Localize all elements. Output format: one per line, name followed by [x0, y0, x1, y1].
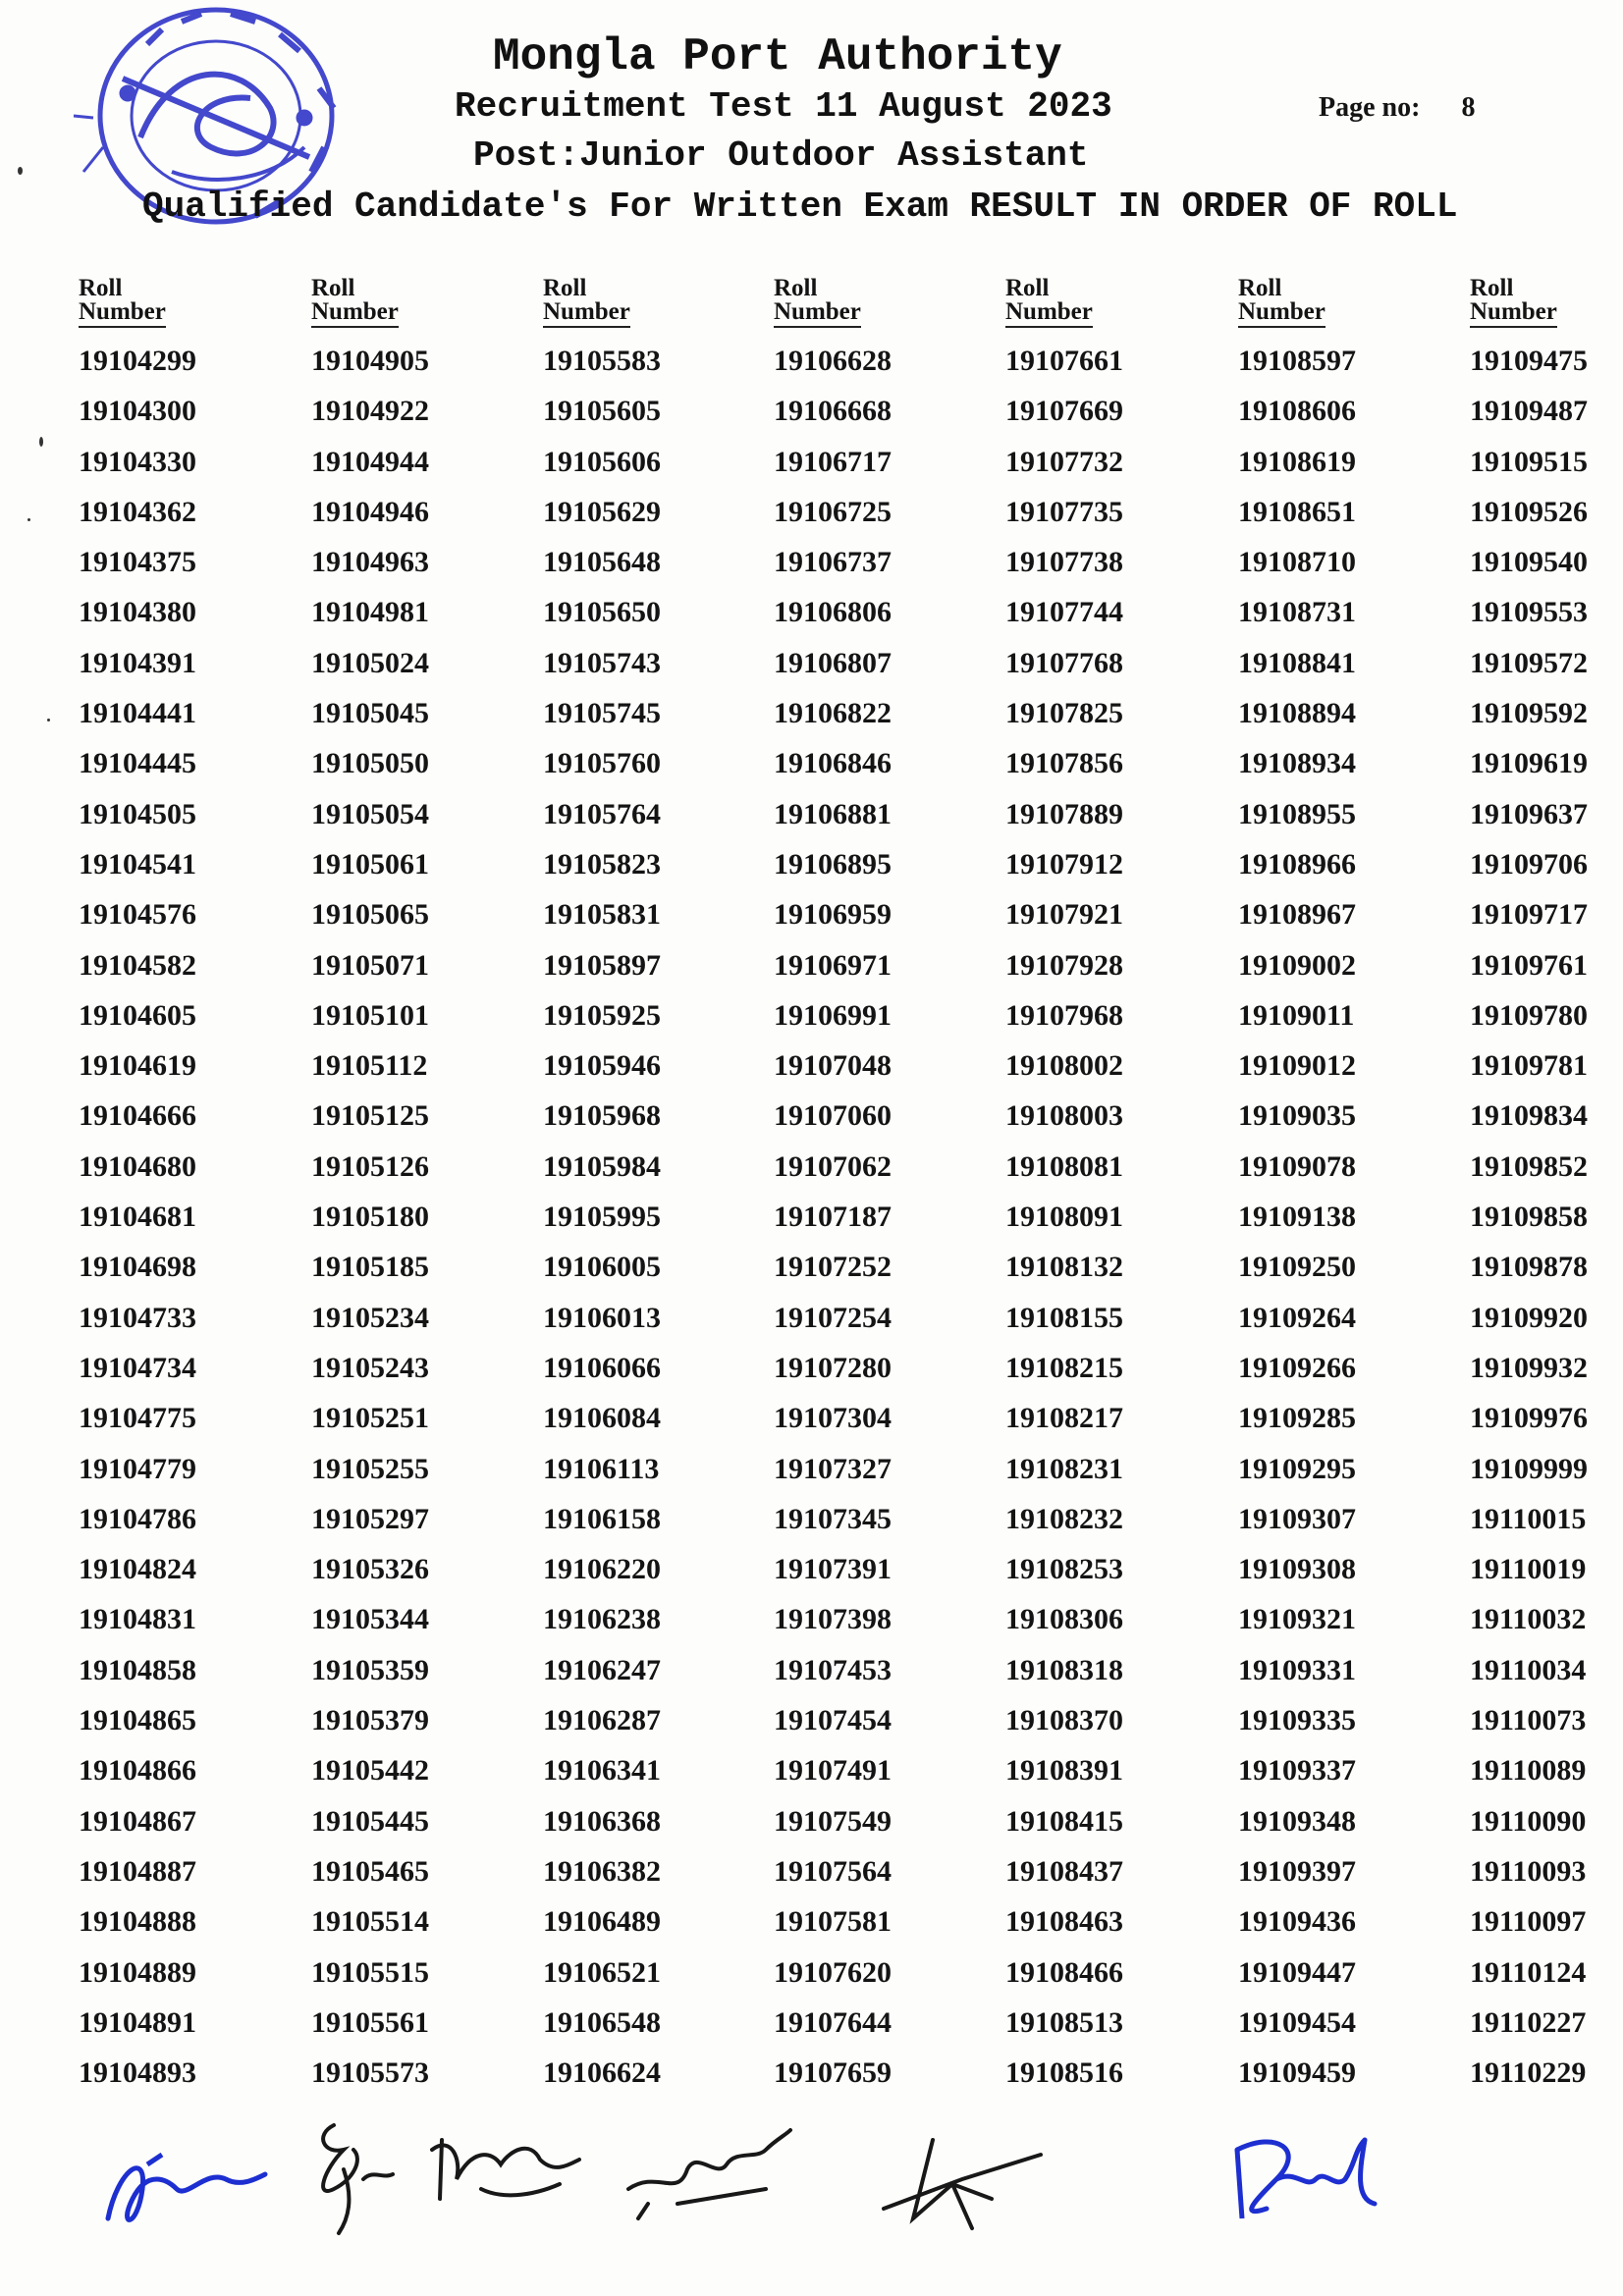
roll-number-cell: 19108966	[1238, 847, 1356, 881]
roll-number-cell: 19104299	[79, 345, 196, 377]
roll-number-cell: 19108232	[1005, 1502, 1123, 1535]
roll-number-cell: 19107856	[1005, 747, 1123, 780]
roll-number-cell: 19108651	[1238, 495, 1356, 528]
roll-number-cell: 19105561	[311, 2005, 429, 2039]
roll-list	[543, 336, 749, 2098]
roll-number-cell: 19105831	[543, 898, 661, 932]
roll-number-cell: 19110093	[1470, 1854, 1587, 1888]
roll-number-cell: 19105465	[311, 1854, 429, 1888]
roll-number-cell: 19105823	[543, 847, 661, 881]
roll-number-cell: 19105234	[311, 1301, 429, 1334]
roll-number-cell: 19108463	[1005, 1905, 1123, 1939]
roll-number-cell: 19105297	[311, 1502, 429, 1535]
roll-number-cell: 19108253	[1005, 1553, 1123, 1586]
roll-number-cell: 19104582	[79, 948, 196, 982]
roll-number-cell: 19105045	[311, 697, 429, 730]
roll-number-cell: 19105255	[311, 1452, 429, 1485]
roll-number-cell: 19106005	[543, 1251, 661, 1284]
roll-number-cell: 19104888	[79, 1905, 196, 1939]
roll-number-cell: 19107454	[774, 1704, 892, 1737]
roll-column	[543, 277, 749, 2098]
roll-number-cell: 19107048	[774, 1049, 892, 1083]
roll-number-cell: 19106084	[543, 1402, 661, 1435]
roll-number-cell: 19105126	[311, 1149, 429, 1183]
roll-number-cell: 19105514	[311, 1905, 429, 1939]
roll-number-cell: 19109553	[1470, 596, 1588, 629]
roll-number-cell: 19107280	[774, 1351, 892, 1384]
column-header-line1: Roll	[774, 275, 818, 301]
roll-number-cell: 19110124	[1470, 1955, 1587, 1989]
roll-number-cell: 19104831	[79, 1603, 196, 1636]
roll-number-cell: 19105573	[311, 2056, 429, 2090]
roll-number-cell: 19107581	[774, 1905, 892, 1939]
roll-number-cell: 19110034	[1470, 1653, 1587, 1686]
roll-number-cell: 19108437	[1005, 1854, 1123, 1888]
roll-number-cell: 19107620	[774, 1955, 892, 1989]
roll-number-cell: 19105185	[311, 1251, 429, 1284]
roll-number-cell: 19109781	[1470, 1049, 1588, 1083]
roll-number-cell: 19107661	[1005, 345, 1123, 377]
roll-number-cell: 19109035	[1238, 1099, 1356, 1133]
roll-list	[1470, 336, 1623, 2098]
roll-number-cell: 19109706	[1470, 847, 1588, 881]
roll-number-cell: 19107669	[1005, 395, 1123, 428]
roll-number-cell: 19107491	[774, 1754, 892, 1788]
column-header	[1238, 277, 1325, 328]
roll-number-cell: 19108606	[1238, 395, 1356, 428]
roll-number-cell: 19105071	[311, 948, 429, 982]
roll-number-cell: 19106822	[774, 697, 892, 730]
roll-number-cell: 19104300	[79, 395, 196, 428]
roll-number-cell: 19107659	[774, 2056, 892, 2090]
roll-number-cell: 19109852	[1470, 1149, 1588, 1183]
roll-number-cell: 19104865	[79, 1704, 196, 1737]
roll-number-cell: 19105925	[543, 998, 661, 1032]
roll-number-cell: 19107564	[774, 1854, 892, 1888]
roll-number-cell: 19108955	[1238, 797, 1356, 830]
roll-number-cell: 19107254	[774, 1301, 892, 1334]
column-header-line2: Number	[1005, 298, 1093, 325]
roll-number-cell: 19109780	[1470, 998, 1588, 1032]
roll-number-cell: 19106113	[543, 1452, 660, 1485]
roll-number-cell: 19105583	[543, 345, 661, 377]
roll-number-cell: 19104375	[79, 546, 196, 579]
roll-number-cell: 19104944	[311, 445, 429, 478]
roll-number-cell: 19107062	[774, 1149, 892, 1183]
roll-number-cell: 19105101	[311, 998, 429, 1032]
roll-number-cell: 19104893	[79, 2056, 196, 2090]
roll-number-cell: 19108091	[1005, 1201, 1123, 1234]
roll-number-cell: 19106806	[774, 596, 892, 629]
roll-number-cell: 19109250	[1238, 1251, 1356, 1284]
roll-number-cell: 19104981	[311, 596, 429, 629]
column-header-line2: Number	[543, 298, 630, 325]
roll-number-cell: 19106287	[543, 1704, 661, 1737]
scan-speck	[18, 167, 23, 175]
roll-number-cell: 19109834	[1470, 1099, 1588, 1133]
roll-number-cell: 19105379	[311, 1704, 429, 1737]
roll-column	[1238, 277, 1444, 2098]
roll-number-cell: 19106548	[543, 2005, 661, 2039]
roll-number-cell: 19109012	[1238, 1049, 1356, 1083]
roll-number-cell: 19104505	[79, 797, 196, 830]
roll-number-cell: 19104681	[79, 1201, 196, 1234]
roll-number-cell: 19109572	[1470, 646, 1588, 679]
roll-number-cell: 19107735	[1005, 495, 1123, 528]
column-header-line1: Roll	[1005, 275, 1050, 301]
roll-number-cell: 19106959	[774, 898, 892, 932]
roll-number-cell: 19110015	[1470, 1502, 1587, 1535]
roll-number-cell: 19109592	[1470, 697, 1588, 730]
column-header-line2: Number	[79, 298, 166, 325]
roll-number-cell: 19105650	[543, 596, 661, 629]
page-label: Page no:	[1319, 92, 1421, 123]
result-heading: Qualified Candidate's For Written Exam RESULT IN ORDER OF ROLL	[142, 187, 1458, 227]
roll-number-cell: 19109321	[1238, 1603, 1356, 1636]
roll-number-cell: 19104698	[79, 1251, 196, 1284]
roll-number-cell: 19109637	[1470, 797, 1588, 830]
roll-number-cell: 19109308	[1238, 1553, 1356, 1586]
roll-number-cell: 19106489	[543, 1905, 661, 1939]
roll-number-cell: 19107768	[1005, 646, 1123, 679]
roll-number-cell: 19107345	[774, 1502, 892, 1535]
roll-number-cell: 19106881	[774, 797, 892, 830]
roll-number-cell: 19107304	[774, 1402, 892, 1435]
signature-4	[619, 2110, 795, 2248]
roll-number-cell: 19106717	[774, 445, 892, 478]
scan-speck	[27, 518, 30, 521]
column-header-line2: Number	[311, 298, 399, 325]
signature-6	[1217, 2110, 1394, 2248]
roll-number-cell: 19107825	[1005, 697, 1123, 730]
column-header	[79, 277, 166, 328]
roll-number-cell: 19110032	[1470, 1603, 1587, 1636]
roll-column	[1470, 277, 1623, 2098]
roll-number-cell: 19106382	[543, 1854, 661, 1888]
roll-number-cell: 19106628	[774, 345, 892, 377]
roll-number-cell: 19109454	[1238, 2005, 1356, 2039]
roll-number-cell: 19104905	[311, 345, 429, 377]
roll-list	[1238, 336, 1444, 2098]
column-header-line1: Roll	[1238, 275, 1282, 301]
roll-number-cell: 19106158	[543, 1502, 661, 1535]
roll-number-cell: 19104733	[79, 1301, 196, 1334]
signature-3	[422, 2110, 589, 2248]
roll-number-cell: 19105968	[543, 1099, 661, 1133]
column-header-line2: Number	[1238, 298, 1325, 325]
roll-number-cell: 19107921	[1005, 898, 1123, 932]
roll-number-cell: 19105605	[543, 395, 661, 428]
signature-1	[88, 2110, 275, 2248]
roll-number-cell: 19108306	[1005, 1603, 1123, 1636]
roll-number-cell: 19106341	[543, 1754, 661, 1788]
roll-number-cell: 19104441	[79, 697, 196, 730]
roll-number-cell: 19109976	[1470, 1402, 1588, 1435]
roll-number-cell: 19104576	[79, 898, 196, 932]
roll-number-cell: 19104889	[79, 1955, 196, 1989]
roll-list	[79, 336, 285, 2098]
roll-number-cell: 19108155	[1005, 1301, 1123, 1334]
roll-number-cell: 19104867	[79, 1804, 196, 1838]
roll-number-cell: 19107398	[774, 1603, 892, 1636]
roll-number-cell: 19106066	[543, 1351, 661, 1384]
signature-2	[295, 2110, 412, 2248]
roll-number-cell: 19106013	[543, 1301, 661, 1334]
roll-number-cell: 19105745	[543, 697, 661, 730]
roll-number-cell: 19104619	[79, 1049, 196, 1083]
post-title: Post:Junior Outdoor Assistant	[473, 135, 1089, 176]
roll-number-cell: 19104445	[79, 747, 196, 780]
roll-number-cell: 19104666	[79, 1099, 196, 1133]
roll-number-cell: 19108391	[1005, 1754, 1123, 1788]
roll-list	[774, 336, 980, 2098]
roll-number-cell: 19109999	[1470, 1452, 1588, 1485]
roll-number-cell: 19109335	[1238, 1704, 1356, 1737]
roll-number-cell: 19109540	[1470, 546, 1588, 579]
roll-number-cell: 19109266	[1238, 1351, 1356, 1384]
roll-number-cell: 19108731	[1238, 596, 1356, 629]
roll-number-cell: 19106220	[543, 1553, 661, 1586]
roll-number-cell: 19108132	[1005, 1251, 1123, 1284]
roll-number-cell: 19108231	[1005, 1452, 1123, 1485]
roll-number-cell: 19107187	[774, 1201, 892, 1234]
roll-number-cell: 19104779	[79, 1452, 196, 1485]
roll-number-cell: 19107252	[774, 1251, 892, 1284]
roll-number-cell: 19110097	[1470, 1905, 1587, 1939]
roll-number-cell: 19106247	[543, 1653, 661, 1686]
roll-number-cell: 19106368	[543, 1804, 661, 1838]
column-header-line1: Roll	[311, 275, 355, 301]
roll-number-cell: 19104946	[311, 495, 429, 528]
roll-number-cell: 19105743	[543, 646, 661, 679]
roll-number-cell: 19108934	[1238, 747, 1356, 780]
roll-number-cell: 19105125	[311, 1099, 429, 1133]
recruitment-test-title: Recruitment Test 11 August 2023	[455, 86, 1112, 127]
roll-number-cell: 19109337	[1238, 1754, 1356, 1788]
roll-number-cell: 19106846	[774, 747, 892, 780]
roll-number-cell: 19109397	[1238, 1854, 1356, 1888]
roll-number-cell: 19108003	[1005, 1099, 1123, 1133]
roll-number-cell: 19107453	[774, 1653, 892, 1686]
roll-number-cell: 19107738	[1005, 546, 1123, 579]
roll-number-cell: 19104734	[79, 1351, 196, 1384]
column-header-line1: Roll	[1470, 275, 1514, 301]
roll-column	[1005, 277, 1212, 2098]
roll-number-cell: 19106971	[774, 948, 892, 982]
roll-number-cell: 19105061	[311, 847, 429, 881]
roll-number-cell: 19107732	[1005, 445, 1123, 478]
roll-number-cell: 19107327	[774, 1452, 892, 1485]
scan-speck	[47, 719, 50, 721]
roll-number-cell: 19107912	[1005, 847, 1123, 881]
roll-number-cell: 19104605	[79, 998, 196, 1032]
roll-number-cell: 19109002	[1238, 948, 1356, 982]
roll-number-cell: 19109285	[1238, 1402, 1356, 1435]
roll-number-cell: 19105606	[543, 445, 661, 478]
roll-number-cell: 19109264	[1238, 1301, 1356, 1334]
roll-number-cell: 19104391	[79, 646, 196, 679]
page-number-label	[1319, 92, 1475, 124]
roll-number-cell: 19105359	[311, 1653, 429, 1686]
roll-number-cell: 19107889	[1005, 797, 1123, 830]
roll-number-cell: 19109619	[1470, 747, 1588, 780]
roll-number-cell: 19104362	[79, 495, 196, 528]
roll-number-cell: 19107549	[774, 1804, 892, 1838]
roll-number-cell: 19109295	[1238, 1452, 1356, 1485]
roll-number-cell: 19109475	[1470, 345, 1588, 377]
roll-number-cell: 19107391	[774, 1553, 892, 1586]
roll-number-cell: 19109487	[1470, 395, 1588, 428]
roll-number-cell: 19108215	[1005, 1351, 1123, 1384]
roll-number-cell: 19108415	[1005, 1804, 1123, 1838]
roll-number-cell: 19110227	[1470, 2005, 1587, 2039]
roll-number-cell: 19106737	[774, 546, 892, 579]
roll-number-cell: 19104786	[79, 1502, 196, 1535]
roll-number-cell: 19106521	[543, 1955, 661, 1989]
roll-number-cell: 19105065	[311, 898, 429, 932]
roll-number-cell: 19108597	[1238, 345, 1356, 377]
roll-number-cell: 19105764	[543, 797, 661, 830]
roll-number-cell: 19105050	[311, 747, 429, 780]
roll-number-cell: 19109436	[1238, 1905, 1356, 1939]
roll-number-cell: 19109526	[1470, 495, 1588, 528]
roll-number-cell: 19108002	[1005, 1049, 1123, 1083]
page-number: 8	[1461, 92, 1476, 123]
roll-number-cell: 19105760	[543, 747, 661, 780]
roll-number-cell: 19109717	[1470, 898, 1588, 932]
scan-speck	[39, 437, 43, 447]
column-header-line1: Roll	[543, 275, 587, 301]
roll-number-cell: 19109307	[1238, 1502, 1356, 1535]
signature-5	[864, 2110, 1060, 2248]
roll-number-cell: 19104963	[311, 546, 429, 579]
roll-number-cell: 19109761	[1470, 948, 1588, 982]
roll-number-cell: 19106238	[543, 1603, 661, 1636]
column-header-line2: Number	[774, 298, 861, 325]
column-header	[1470, 277, 1557, 328]
column-header	[543, 277, 630, 328]
roll-number-cell: 19105648	[543, 546, 661, 579]
roll-number-cell: 19108513	[1005, 2005, 1123, 2039]
roll-number-cell: 19108318	[1005, 1653, 1123, 1686]
roll-number-cell: 19105180	[311, 1201, 429, 1234]
roll-number-cell: 19108841	[1238, 646, 1356, 679]
roll-number-cell: 19105995	[543, 1201, 661, 1234]
roll-number-cell: 19105629	[543, 495, 661, 528]
roll-number-cell: 19110229	[1470, 2056, 1587, 2090]
column-header	[774, 277, 861, 328]
roll-number-cell: 19109138	[1238, 1201, 1356, 1234]
roll-number-cell: 19104922	[311, 395, 429, 428]
roll-number-cell: 19110019	[1470, 1553, 1587, 1586]
roll-number-cell: 19108967	[1238, 898, 1356, 932]
roll-number-cell: 19106895	[774, 847, 892, 881]
roll-number-cell: 19107060	[774, 1099, 892, 1133]
roll-number-cell: 19109011	[1238, 998, 1355, 1032]
roll-number-cell: 19104887	[79, 1854, 196, 1888]
roll-number-cell: 19105445	[311, 1804, 429, 1838]
roll-number-cell: 19105024	[311, 646, 429, 679]
roll-number-cell: 19108619	[1238, 445, 1356, 478]
roll-number-cell: 19110090	[1470, 1804, 1587, 1838]
roll-number-cell: 19104380	[79, 596, 196, 629]
roll-number-cell: 19104775	[79, 1402, 196, 1435]
roll-number-cell: 19105344	[311, 1603, 429, 1636]
roll-number-cell: 19108710	[1238, 546, 1356, 579]
roll-number-cell: 19104858	[79, 1653, 196, 1686]
roll-number-cell: 19110089	[1470, 1754, 1587, 1788]
column-header-line1: Roll	[79, 275, 123, 301]
roll-number-cell: 19108081	[1005, 1149, 1123, 1183]
roll-number-cell: 19107644	[774, 2005, 892, 2039]
roll-number-cell: 19106624	[543, 2056, 661, 2090]
roll-column	[311, 277, 517, 2098]
roll-number-cell: 19105515	[311, 1955, 429, 1989]
roll-number-cell: 19108466	[1005, 1955, 1123, 1989]
roll-number-cell: 19105326	[311, 1553, 429, 1586]
roll-number-cell: 19109331	[1238, 1653, 1356, 1686]
roll-column	[774, 277, 980, 2098]
roll-number-cell: 19104680	[79, 1149, 196, 1183]
roll-number-cell: 19104891	[79, 2005, 196, 2039]
roll-number-cell: 19109515	[1470, 445, 1588, 478]
roll-number-cell: 19107744	[1005, 596, 1123, 629]
roll-number-cell: 19109447	[1238, 1955, 1356, 1989]
roll-number-cell: 19105054	[311, 797, 429, 830]
roll-number-cell: 19109920	[1470, 1301, 1588, 1334]
roll-number-cell: 19109348	[1238, 1804, 1356, 1838]
roll-number-cell: 19106725	[774, 495, 892, 528]
roll-number-cell: 19107928	[1005, 948, 1123, 982]
roll-number-cell: 19108217	[1005, 1402, 1123, 1435]
roll-list	[1005, 336, 1212, 2098]
roll-number-cell: 19104824	[79, 1553, 196, 1586]
organization-title: Mongla Port Authority	[493, 31, 1062, 82]
roll-number-cell: 19105984	[543, 1149, 661, 1183]
roll-number-cell: 19109878	[1470, 1251, 1588, 1284]
column-header	[1005, 277, 1093, 328]
column-header	[311, 277, 399, 328]
roll-list	[311, 336, 517, 2098]
roll-number-cell: 19104541	[79, 847, 196, 881]
roll-number-cell: 19110073	[1470, 1704, 1587, 1737]
roll-number-cell: 19106991	[774, 998, 892, 1032]
roll-number-cell: 19109932	[1470, 1351, 1588, 1384]
roll-number-cell: 19106668	[774, 395, 892, 428]
roll-number-cell: 19105243	[311, 1351, 429, 1384]
roll-column	[79, 277, 285, 2098]
roll-number-cell: 19107968	[1005, 998, 1123, 1032]
roll-number-cell: 19108516	[1005, 2056, 1123, 2090]
roll-number-cell: 19104866	[79, 1754, 196, 1788]
roll-number-cell: 19109459	[1238, 2056, 1356, 2090]
roll-number-cell: 19105112	[311, 1049, 428, 1083]
roll-number-cell: 19105251	[311, 1402, 429, 1435]
roll-number-cell: 19104330	[79, 445, 196, 478]
roll-number-cell: 19105442	[311, 1754, 429, 1788]
roll-number-cell: 19109858	[1470, 1201, 1588, 1234]
roll-number-cell: 19106807	[774, 646, 892, 679]
column-header-line2: Number	[1470, 298, 1557, 325]
roll-number-cell: 19105946	[543, 1049, 661, 1083]
roll-number-cell: 19108370	[1005, 1704, 1123, 1737]
roll-number-cell: 19105897	[543, 948, 661, 982]
roll-number-cell: 19108894	[1238, 697, 1356, 730]
roll-number-cell: 19109078	[1238, 1149, 1356, 1183]
